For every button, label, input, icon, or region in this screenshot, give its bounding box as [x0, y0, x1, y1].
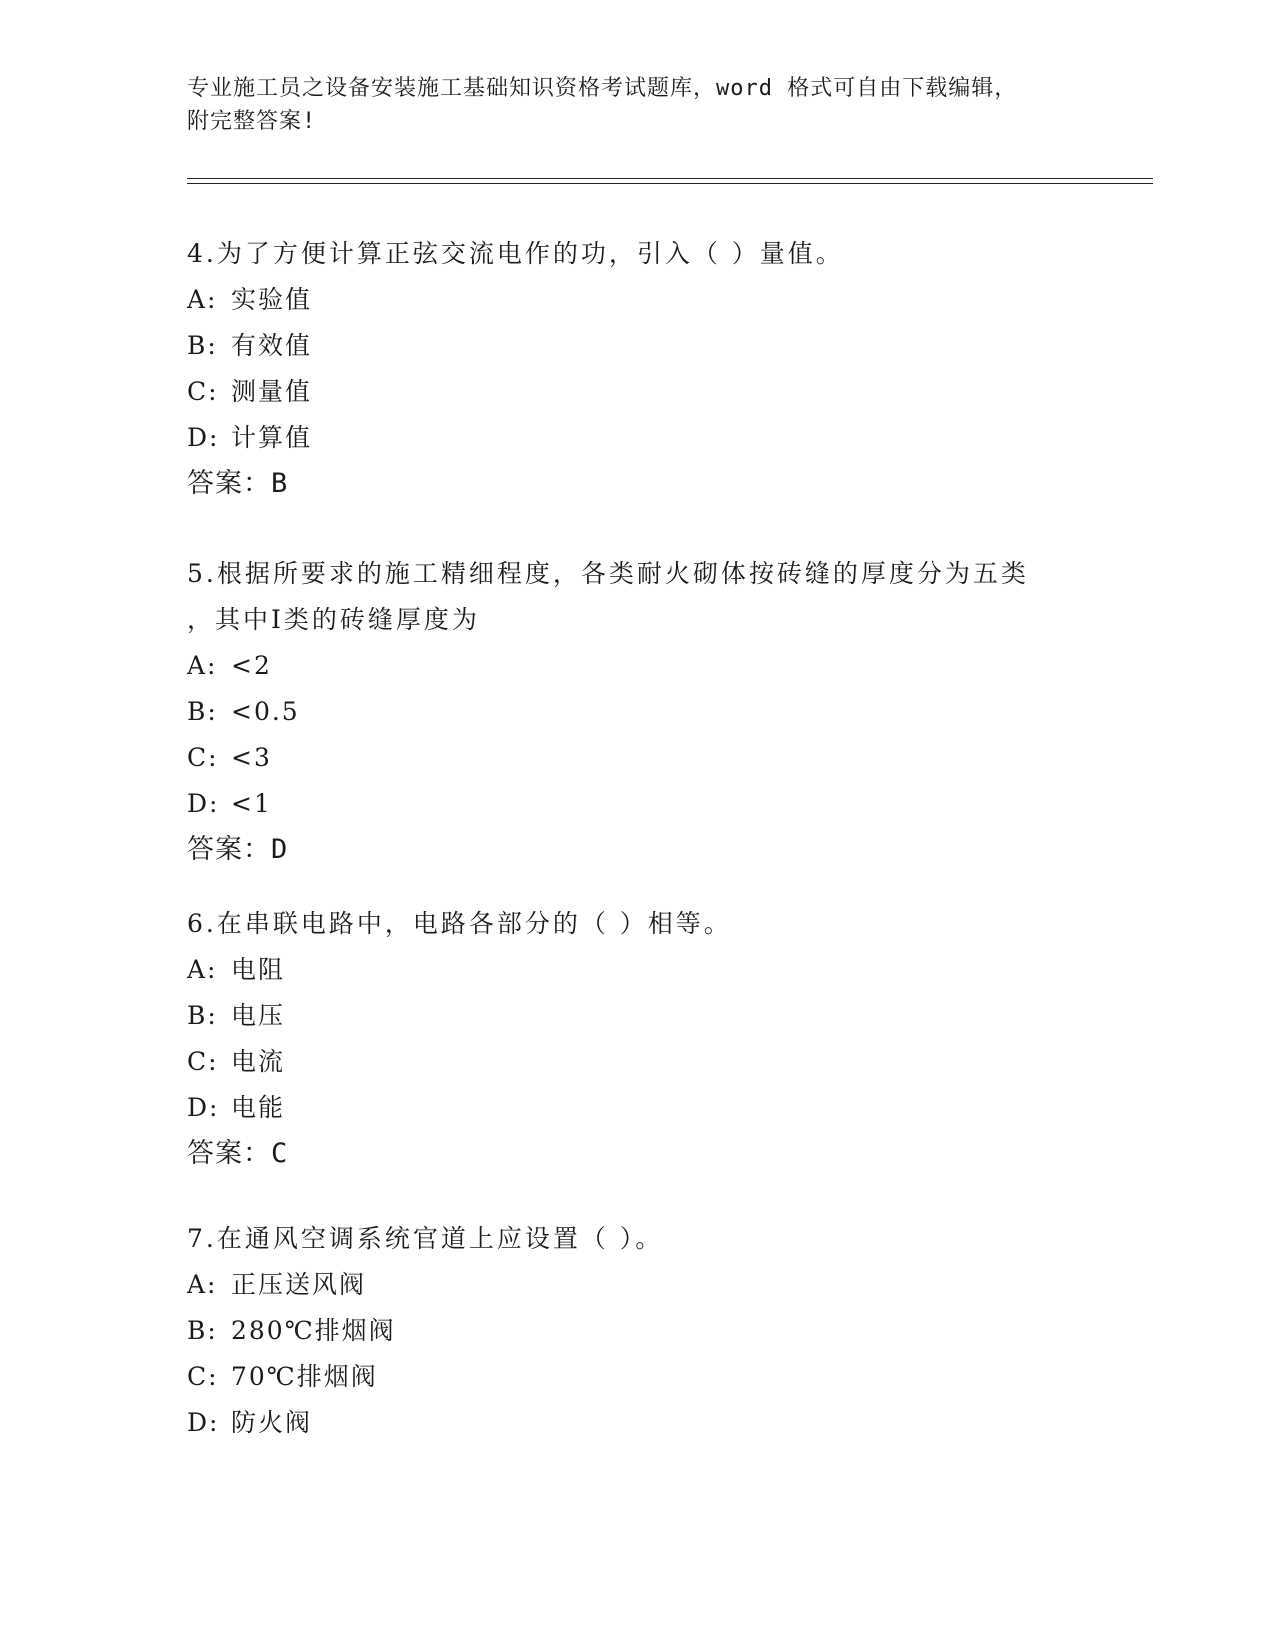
option-b: [187, 689, 1087, 735]
option-a: [187, 1262, 1087, 1308]
header-line-1: 专业施工员之设备安装施工基础知识资格考试题库，word 格式可自由下载编辑，: [187, 76, 1018, 101]
option-d: [187, 1400, 1087, 1446]
option-letter: A:: [187, 285, 218, 314]
option-text: 70℃排烟阀: [231, 1362, 378, 1391]
option-b: [187, 1308, 1087, 1354]
question-7: [187, 1216, 1087, 1446]
option-letter: C:: [187, 743, 219, 772]
option-text: <0.5: [231, 697, 300, 726]
option-text: <3: [231, 743, 272, 772]
option-c: [187, 1354, 1087, 1400]
option-letter: A:: [187, 955, 218, 984]
option-text: 实验值: [231, 285, 313, 314]
option-text: 有效值: [231, 331, 313, 360]
document-header: [187, 72, 1067, 138]
option-text: <2: [231, 651, 272, 680]
option-letter: B:: [187, 1316, 218, 1345]
option-text: 防火阀: [231, 1408, 313, 1437]
question-text-continued: ，其中Ⅰ类的砖缝厚度为: [187, 605, 480, 634]
option-text: 正压送风阀: [231, 1270, 367, 1299]
option-letter: B:: [187, 331, 218, 360]
header-divider-top: [187, 178, 1153, 179]
option-text: 电压: [231, 1001, 286, 1030]
header-divider-bottom: [187, 183, 1153, 184]
option-letter: A:: [187, 1270, 218, 1299]
option-a: [187, 643, 1087, 689]
question-text: 5.根据所要求的施工精细程度，各类耐火砌体按砖缝的厚度分为五类: [187, 559, 1029, 588]
option-text: 电阻: [231, 955, 286, 984]
option-letter: C:: [187, 1362, 219, 1391]
question-text: 6.在串联电路中，电路各部分的（ ）相等。: [187, 909, 732, 938]
option-c: [187, 1039, 1087, 1085]
option-letter: D:: [187, 1408, 220, 1437]
option-text: 测量值: [231, 377, 313, 406]
option-letter: B:: [187, 1001, 218, 1030]
answer-line: 答案：B: [187, 468, 289, 499]
option-text: 计算值: [231, 423, 313, 452]
option-a: [187, 277, 1087, 323]
option-text: <1: [231, 789, 272, 818]
option-letter: C:: [187, 377, 219, 406]
question-6: [187, 901, 1087, 1177]
option-b: [187, 323, 1087, 369]
option-letter: D:: [187, 789, 220, 818]
answer-line: 答案：D: [187, 834, 289, 865]
option-letter: D:: [187, 1093, 220, 1122]
option-letter: C:: [187, 1047, 219, 1076]
answer-line: 答案：C: [187, 1138, 289, 1169]
question-4: [187, 231, 1087, 507]
option-letter: D:: [187, 423, 220, 452]
option-d: [187, 415, 1087, 461]
option-d: [187, 781, 1087, 827]
option-b: [187, 993, 1087, 1039]
question-5: [187, 551, 1087, 873]
option-text: 电能: [231, 1093, 286, 1122]
option-d: [187, 1085, 1087, 1131]
option-text: 电流: [231, 1047, 286, 1076]
option-a: [187, 947, 1087, 993]
option-letter: B:: [187, 697, 218, 726]
option-c: [187, 369, 1087, 415]
option-text: 280℃排烟阀: [231, 1316, 396, 1345]
question-text: 7.在通风空调系统官道上应设置（ ）。: [187, 1224, 664, 1253]
option-c: [187, 735, 1087, 781]
option-letter: A:: [187, 651, 218, 680]
header-line-2: 附完整答案!: [187, 109, 317, 134]
question-text: 4.为了方便计算正弦交流电作的功，引入（ ）量值。: [187, 239, 844, 268]
